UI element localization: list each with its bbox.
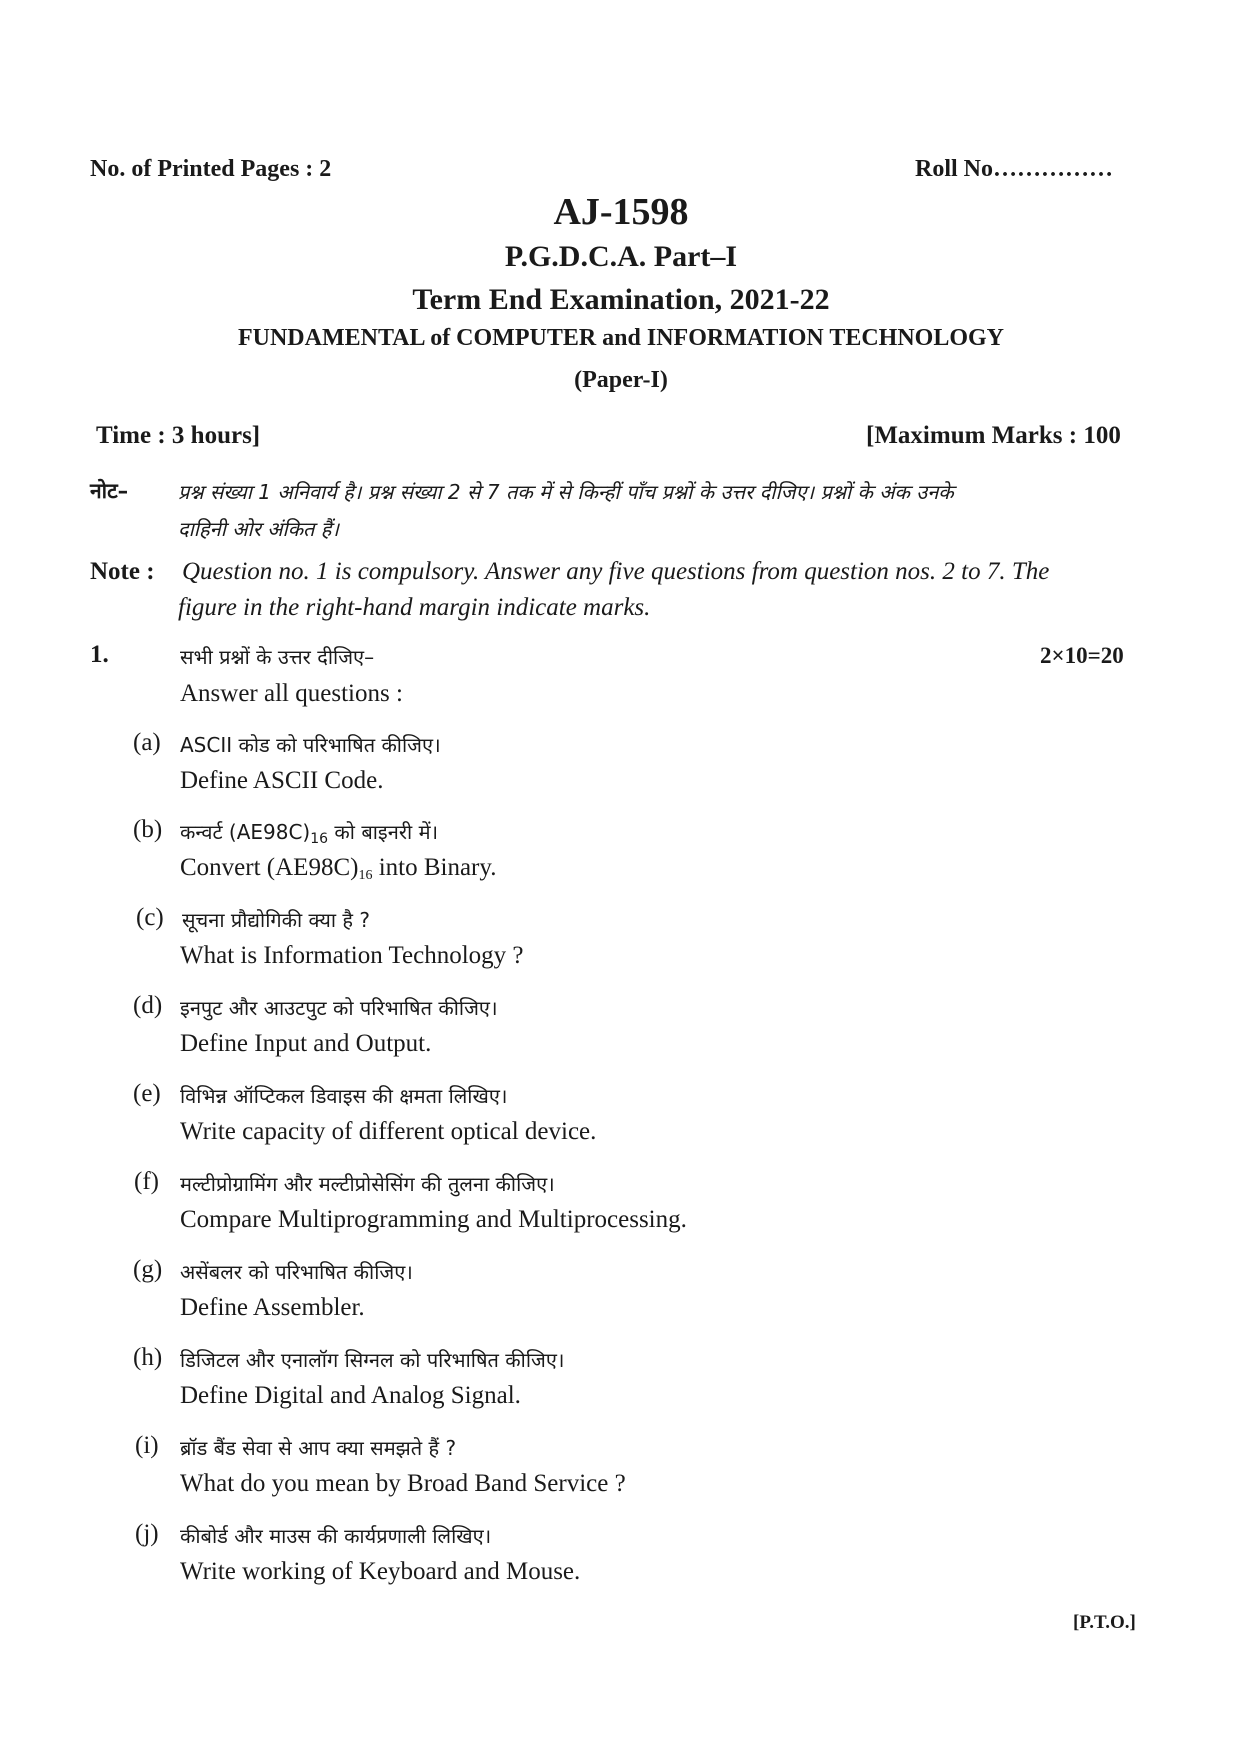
part-h-label: (h) xyxy=(133,1344,163,1371)
part-e-hindi: विभिन्न ऑप्टिकल डिवाइस की क्षमता लिखिए। xyxy=(180,1084,508,1108)
note-english-line-1: Question no. 1 is compulsory. Answer any five questions from question nos. 2 to 7. The xyxy=(182,558,1050,585)
part-e-english: Write capacity of different optical device. xyxy=(180,1118,597,1145)
part-i-hindi: ब्रॉड बैंड सेवा से आप क्या समझते हैं ? xyxy=(180,1436,457,1460)
please-turn-over: [P.T.O.] xyxy=(1073,1612,1136,1633)
part-j-label: (j) xyxy=(135,1520,159,1547)
part-f-label: (f) xyxy=(134,1168,159,1195)
time-allowed: Time : 3 hours] xyxy=(96,422,261,449)
part-b-hindi: कन्वर्ट $(AE98C)_{16}$ को बाइनरी में। xyxy=(180,820,439,847)
part-c-english: What is Information Technology ? xyxy=(180,942,524,969)
part-j-english: Write working of Keyboard and Mouse. xyxy=(180,1558,581,1585)
subject-name: FUNDAMENTAL of COMPUTER and INFORMATION TECHNOLOGY xyxy=(237,325,1005,351)
part-a-english: Define ASCII Code. xyxy=(180,767,384,794)
part-a-label: (a) xyxy=(133,729,161,756)
part-g-label: (g) xyxy=(133,1256,163,1283)
part-f-hindi: मल्टीप्रोग्रामिंग और मल्टीप्रोसेसिंग की तुलना कीजिए। xyxy=(180,1172,555,1196)
part-a-hindi: ASCII कोड को परिभाषित कीजिए। xyxy=(180,733,441,757)
part-i-label: (i) xyxy=(135,1432,159,1459)
course-name: P.G.D.C.A. Part–I xyxy=(504,240,738,273)
part-d-label: (d) xyxy=(133,992,163,1019)
part-f-english: Compare Multiprogramming and Multiprocessing. xyxy=(180,1206,687,1233)
note-hindi-line-2: दाहिनी ओर अंकित हैं। xyxy=(178,517,340,541)
question-1-number: 1. xyxy=(90,641,109,668)
paper-number: (Paper-I) xyxy=(574,367,668,393)
part-h-english: Define Digital and Analog Signal. xyxy=(180,1382,521,1409)
part-d-english: Define Input and Output. xyxy=(180,1030,432,1057)
part-c-label: (c) xyxy=(136,904,164,931)
part-g-hindi: असेंबलर को परिभाषित कीजिए। xyxy=(180,1260,413,1284)
question-1-marks: 2×10=20 xyxy=(1040,643,1124,668)
maximum-marks: [Maximum Marks : 100 xyxy=(866,422,1121,449)
printed-pages: No. of Printed Pages : 2 xyxy=(90,156,332,182)
note-hindi-line-1: प्रश्न संख्या 1 अनिवार्य है। प्रश्न संख्या 2 से 7 तक में से किन्हीं पाँच प्रश्नों के उत्तर दीजिए। प्रश्नों के अंक उनके xyxy=(178,480,954,504)
part-b-english: Convert $(AE98C)_{16}$ into Binary. xyxy=(180,854,497,883)
part-j-hindi: कीबोर्ड और माउस की कार्यप्रणाली लिखिए। xyxy=(180,1524,492,1548)
question-1-english: Answer all questions : xyxy=(180,680,403,707)
part-h-hindi: डिजिटल और एनालॉग सिग्नल को परिभाषित कीजिए। xyxy=(180,1348,565,1372)
exam-name: Term End Examination, 2021-22 xyxy=(412,283,830,316)
part-i-english: What do you mean by Broad Band Service ? xyxy=(180,1470,626,1497)
note-hindi-label: नोट– xyxy=(90,479,129,503)
roll-number: Roll No…………… xyxy=(915,156,1113,182)
note-english-line-2: figure in the right-hand margin indicate marks. xyxy=(178,594,651,621)
note-english-label: Note : xyxy=(90,558,155,585)
question-1-hindi: सभी प्रश्नों के उत्तर दीजिए– xyxy=(180,645,375,669)
part-c-hindi: सूचना प्रौद्योगिकी क्या है ? xyxy=(182,908,370,932)
paper-code: AJ-1598 xyxy=(553,191,689,233)
part-g-english: Define Assembler. xyxy=(180,1294,365,1321)
part-e-label: (e) xyxy=(133,1080,161,1107)
part-d-hindi: इनपुट और आउटपुट को परिभाषित कीजिए। xyxy=(180,996,498,1020)
part-b-label: (b) xyxy=(133,816,163,843)
